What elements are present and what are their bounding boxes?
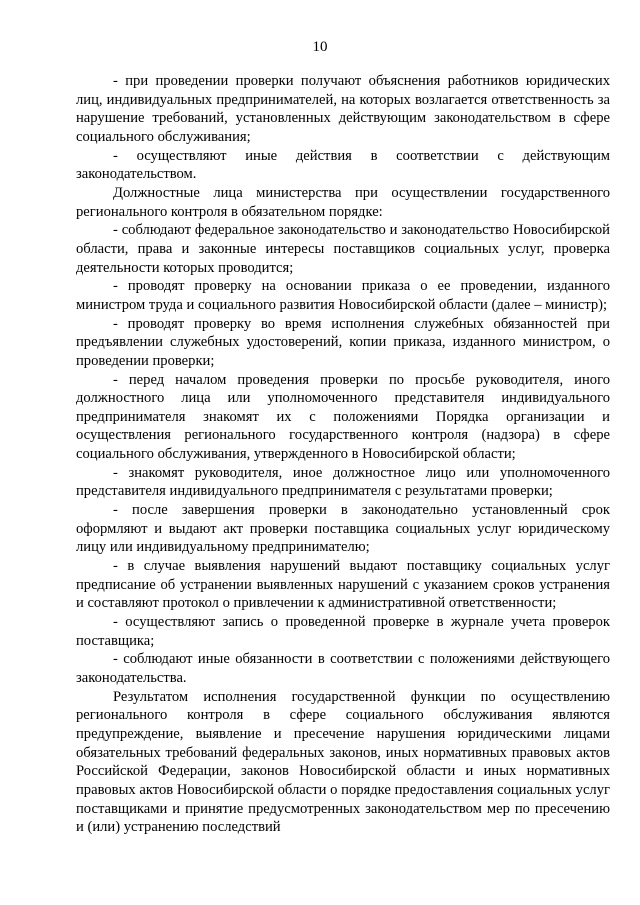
paragraph-issue-act: - после завершения проверки в законодательно установленный срок оформляют и выдают акт проверки поставщика социальных услуг юридическому лицу или индивидуальному предпринимателю; bbox=[76, 502, 610, 556]
paragraph-officials-duties-intro: Должностные лица министерства при осуществлении государственного регионального контроля в обязательном порядке: bbox=[76, 184, 610, 220]
paragraph-result-of-function: Результатом исполнения государственной функции по осуществлению регионального контроля в сфере социального обслуживания являются предупреждение, выявление и пресечение нарушения юридическими лицами обязательных требований федеральных законов, иных нормативных правовых актов Российской Федерации, законов Новосибирской области и иных нормативных правовых актов Новосибирской области о порядке предоставления социальных услуг поставщиками и принятие предусмотренных законодательством мер по пресечению и (или) устранению последствий bbox=[76, 688, 610, 836]
paragraph-introduce-procedure: - перед началом проведения проверки по просьбе руководителя, иного должностного лица или уполномоченного представителя индивидуального предпринимателя знакомят их с положениями Порядка организации и осуществления регионального государственного контроля (надзора) в сфере социального обслуживания, утвержденного в Новосибирской области; bbox=[76, 371, 610, 463]
paragraph-journal-record: - осуществляют запись о проведенной проверке в журнале учета проверок поставщика; bbox=[76, 614, 610, 649]
paragraph-other-actions: - осуществляют иные действия в соответствии с действующим законодательством. bbox=[76, 147, 610, 183]
paragraph-explanations: - при проведении проверки получают объяснения работников юридических лиц, индивидуальных предпринимателей, на которых возлагается ответственность за нарушение требований, установленных действующим законодательством в сфере социального обслуживания; bbox=[76, 73, 610, 145]
paragraph-observe-legislation: - соблюдают федеральное законодательство и законодательство Новосибирской области, права и законные интересы поставщиков социальных услуг, проверка деятельности которых проводится; bbox=[76, 222, 610, 276]
page-number: 10 bbox=[312, 39, 328, 55]
paragraph-inspection-during-duties: - проводят проверку во время исполнения служебных обязанностей при предъявлении служебных удостоверений, копии приказа, изданного министром, о проведении проверки; bbox=[76, 315, 610, 369]
paragraph-other-obligations: - соблюдают иные обязанности в соответствии с положениями действующего законодательства. bbox=[76, 651, 610, 686]
paragraph-inspection-by-order: - проводят проверку на основании приказа о ее проведении, изданного министром труда и социального развития Новосибирской области (далее – министр); bbox=[76, 278, 610, 313]
paragraph-introduce-results: - знакомят руководителя, иное должностное лицо или уполномоченного представителя индивидуального предпринимателя с результатами проверки; bbox=[76, 464, 610, 500]
paragraph-violations-order: - в случае выявления нарушений выдают поставщику социальных услуг предписание об устранении выявленных нарушений с указанием сроков устранения и составляют протокол о привлечении к административной ответственности; bbox=[76, 558, 610, 612]
document-body bbox=[76, 72, 610, 837]
